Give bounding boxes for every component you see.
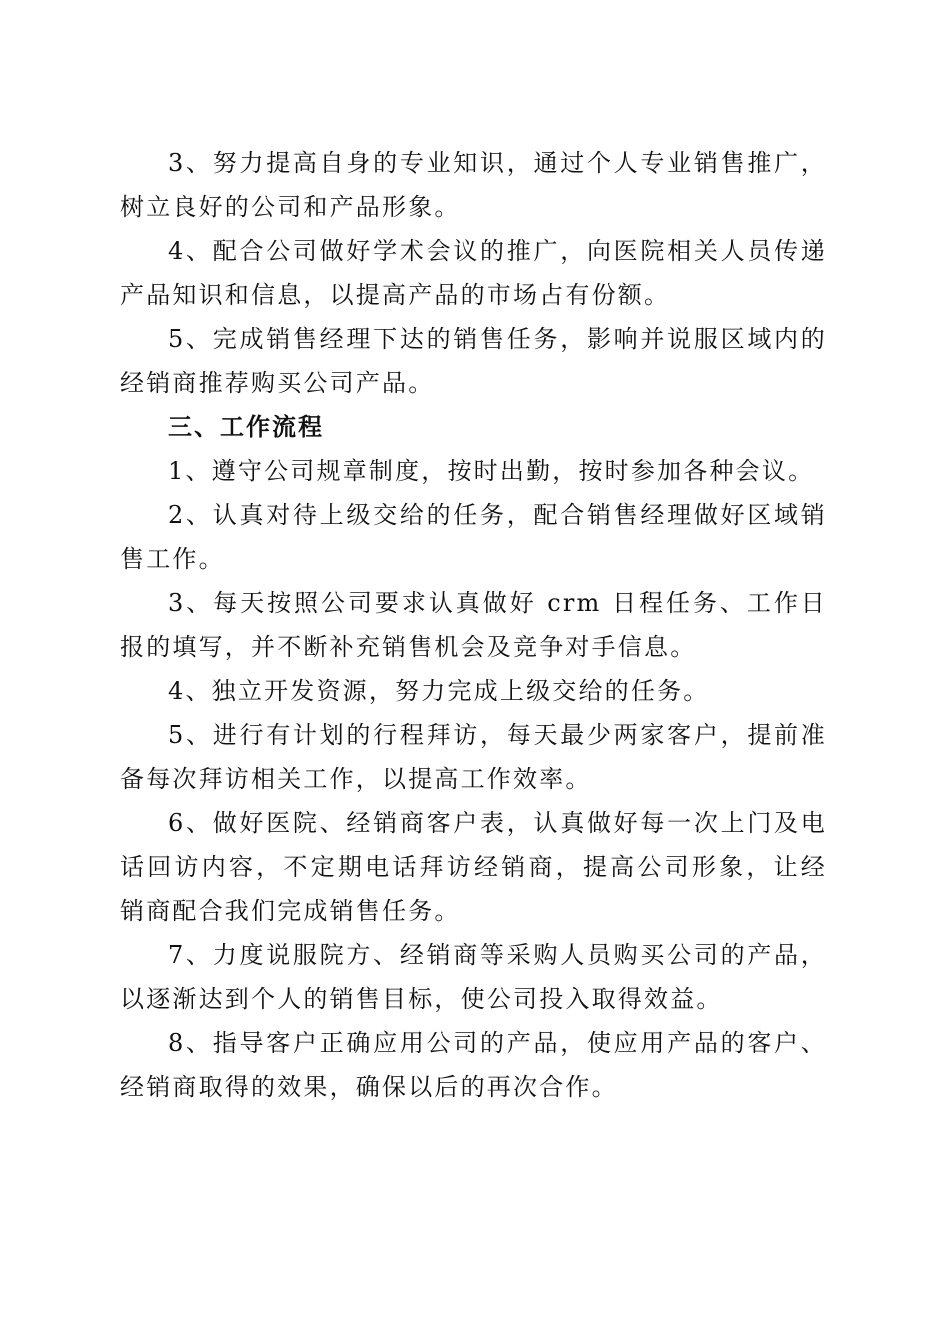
workflow-item-4: 4、独立开发资源，努力完成上级交给的任务。	[168, 677, 710, 705]
workflow-item-5: 5、进行有计划的行程拜访，每天最少两家客户，提前准备每次拜访相关工作，以提高工作效率。	[120, 721, 827, 793]
workflow-item-1: 1、遵守公司规章制度，按时出勤，按时参加各种会议。	[168, 457, 815, 485]
workflow-item-7: 7、力度说服院方、经销商等采购人员购买公司的产品，以逐渐达到个人的销售目标，使公司投入取得效益。	[120, 941, 827, 1013]
document-page	[120, 141, 827, 1109]
section-heading-workflow: 三、工作流程	[168, 413, 324, 441]
workflow-item-6: 6、做好医院、经销商客户表，认真做好每一次上门及电话回访内容，不定期电话拜访经销商，提高公司形象，让经销商配合我们完成销售任务。	[120, 809, 827, 925]
workflow-item-3: 3、每天按照公司要求认真做好 crm 日程任务、工作日报的填写，并不断补充销售机会及竞争对手信息。	[120, 589, 827, 661]
paragraph-item-3: 3、努力提高自身的专业知识，通过个人专业销售推广，树立良好的公司和产品形象。	[120, 149, 827, 221]
workflow-item-2: 2、认真对待上级交给的任务，配合销售经理做好区域销售工作。	[120, 501, 827, 573]
paragraph-item-5: 5、完成销售经理下达的销售任务，影响并说服区域内的经销商推荐购买公司产品。	[120, 325, 827, 397]
workflow-item-8: 8、指导客户正确应用公司的产品，使应用产品的客户、经销商取得的效果，确保以后的再次合作。	[120, 1029, 827, 1101]
paragraph-item-4: 4、配合公司做好学术会议的推广，向医院相关人员传递产品知识和信息，以提高产品的市场占有份额。	[120, 237, 827, 309]
